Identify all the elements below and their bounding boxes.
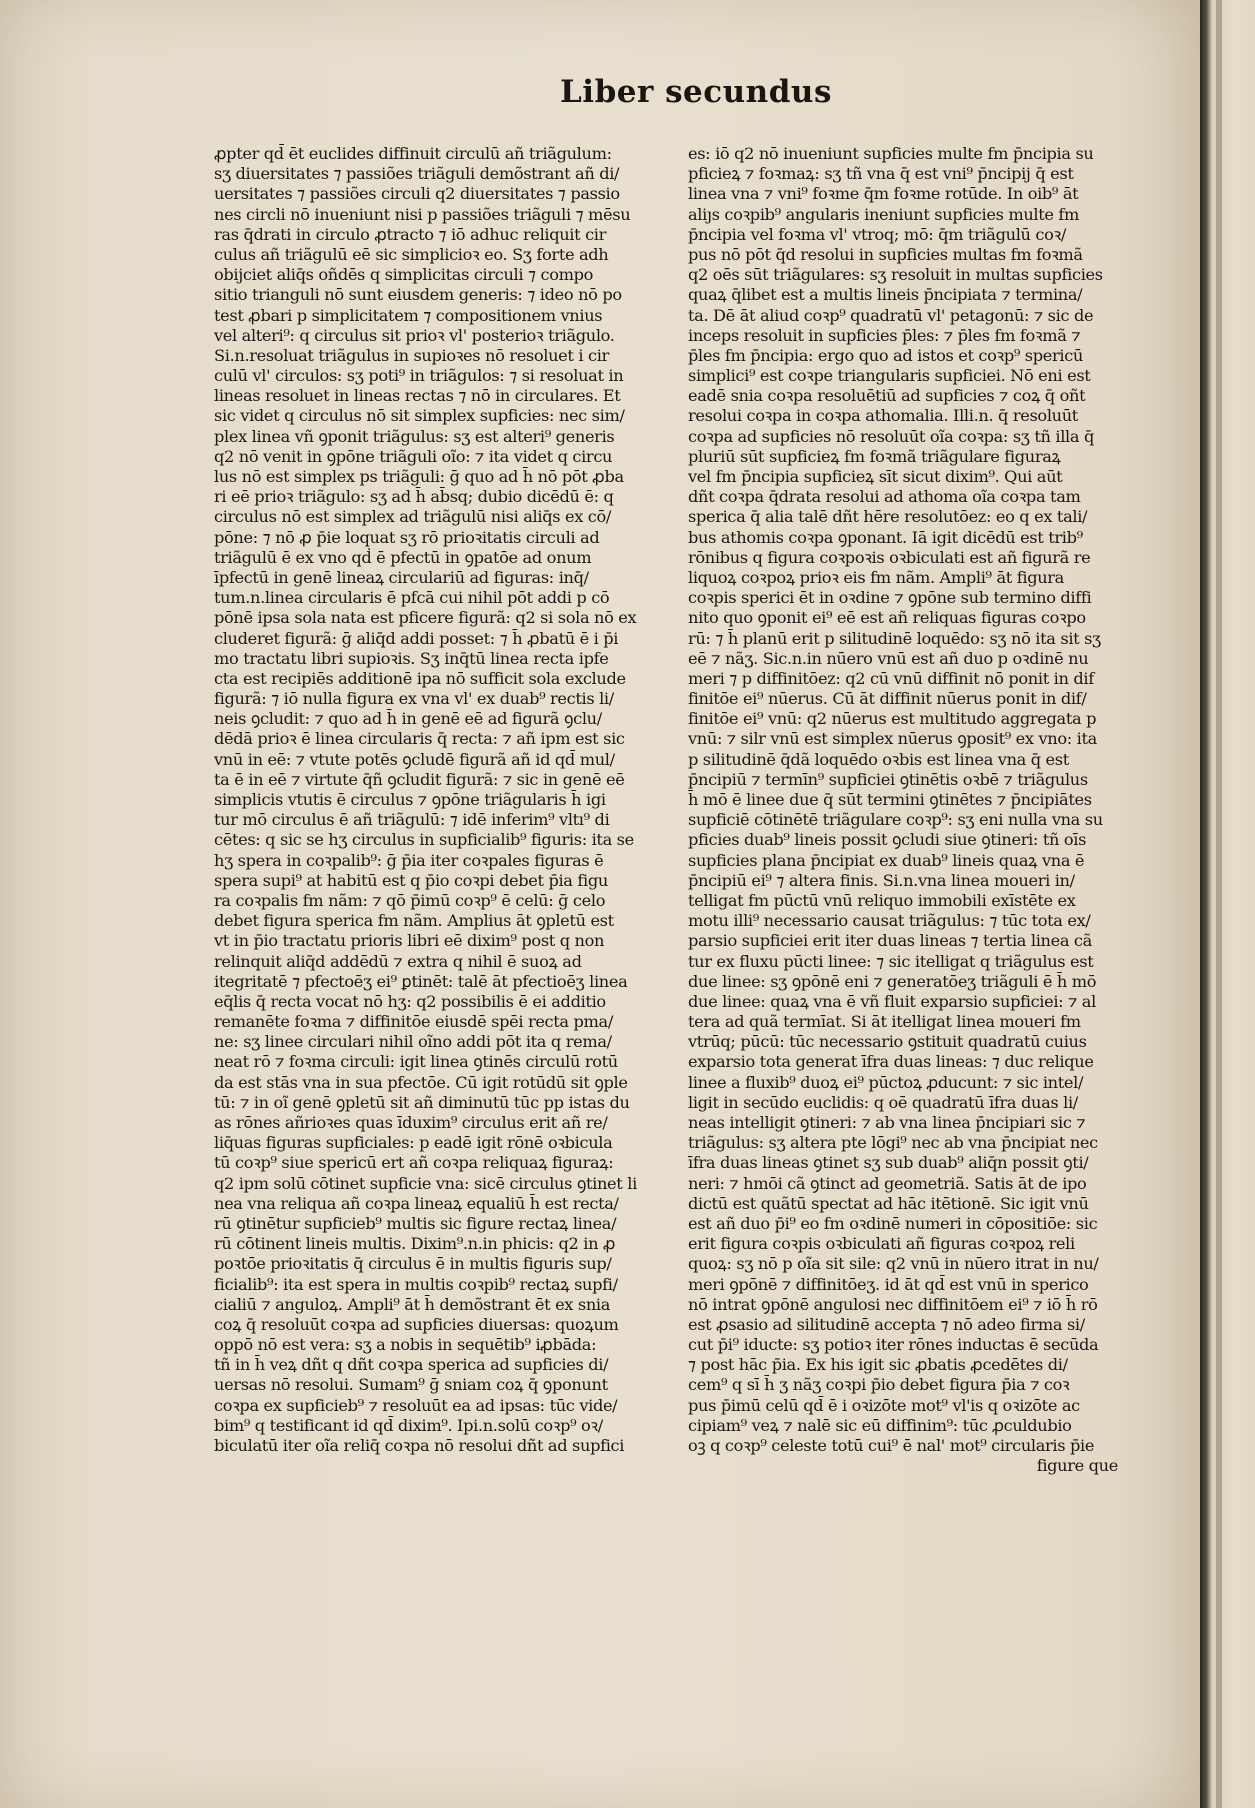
text-line: erit figura coꝛpis oꝛbiculati añ figuras coꝛpoꝝ reli	[688, 1234, 1075, 1254]
text-line: p silitudinē q̄dã loquēdo oꝛbis est linea vna q̄ est	[688, 749, 1069, 769]
text-line: es: iō q2 nō inueniunt supficies multe fm p̄ncipia su	[688, 144, 1094, 163]
text-line: p̄les fm p̄ncipia: ergo quo ad istos et coꝛp⁹ spericū	[688, 345, 1083, 365]
text-line: triãgulus: sʒ altera pte lōgi⁹ nec ab vna p̄ncipiat nec	[688, 1133, 1098, 1153]
text-line: ꝓpter qd̄ ēt euclides diffinuit circulū añ triãgulum:	[214, 144, 612, 163]
text-line: coꝛpis sperici ēt in oꝛdine ⁊ ꝯpōne sub termino diffi	[688, 588, 1092, 608]
text-line: coꝛpa ad supficies nō resoluūt oĩa coꝛpa: sʒ tñ illa q̄	[688, 426, 1094, 446]
text-line: circulus nō est simplex ad triãgulū nisi aliq̄s ex cō/	[214, 507, 611, 527]
text-line: vnū: ⁊ silr vnū est simplex nūerus ꝯposit⁹ ex vno: ita	[688, 729, 1097, 749]
text-line: ficialib⁹: ita est spera in multis coꝛpib⁹ rectaꝝ supfi/	[214, 1274, 618, 1294]
text-line: simplici⁹ est coꝛpe triangularis supficiei. Nō eni est	[688, 366, 1091, 386]
text-line: motu illi⁹ necessario causat triãgulus: ⁊ tūc tota ex/	[688, 911, 1091, 931]
text-line: hʒ spera in coꝛpalib⁹: ḡ p̄ia iter coꝛpales figuras ē	[214, 850, 604, 870]
text-line: exparsio tota generat īfra duas lineas: ⁊ duc relique	[688, 1052, 1094, 1072]
text-line: vel fm p̄ncipia supficieꝝ sīt sicut dixim⁹. Qui aūt	[688, 467, 1063, 486]
text-line: pus p̄imū celū qd̄ ē i oꝛizōte mot⁹ vl'is q oꝛizōte ac	[688, 1395, 1080, 1415]
text-line: neis ꝯcludit: ⁊ quo ad h̄ in genē eē ad figurã ꝯclu/	[214, 709, 602, 729]
text-line: tñ in h̄ veꝝ dñt q dñt coꝛpa sperica ad supficies di/	[214, 1355, 609, 1375]
text-line: inceps resoluit in supficies p̄les: ⁊ p̄les fm foꝛmã ⁊	[688, 325, 1081, 345]
text-line: sic videt q circulus nō sit simplex supficies: nec sim/	[214, 406, 625, 426]
text-line: spera supi⁹ at habitū est q p̄io coꝛpi debet p̄ia figu	[214, 870, 608, 890]
text-line: coꝛpa ex supficieb⁹ ⁊ resoluūt ea ad ipsas: tūc vide/	[214, 1395, 618, 1415]
adjacent-page-edge	[1200, 0, 1255, 1808]
text-line: ra coꝛpalis fm nãm: ⁊ qō p̄imū coꝛp⁹ ē celū: ḡ celo	[214, 890, 606, 910]
text-line: simplicis vtutis ē circulus ⁊ ꝯpōne triãgularis h̄ igi	[214, 790, 606, 809]
left-text-column	[214, 144, 656, 1456]
text-line: culus añ triãgulū eē sic simplicioꝛ eo. Sʒ forte adh	[214, 244, 609, 264]
text-line: lus nō est simplex ps triãguli: ḡ quo ad h̄ nō pōt ꝓba	[214, 467, 624, 486]
text-line: oꝫ q coꝛp⁹ celeste totū cui⁹ ē nal' mot⁹ circularis p̄ie	[688, 1436, 1095, 1455]
text-line: plex linea vñ ꝯponit triãgulus: sʒ est alteri⁹ generis	[214, 426, 615, 446]
text-line: due linee: quaꝝ vna ē vñ fluit exparsio supficiei: ⁊ al	[688, 991, 1096, 1011]
text-line: nito quo ꝯponit ei⁹ eē est añ reliquas figuras coꝛpo	[688, 608, 1086, 628]
text-line: meri ⁊ p diffinitōez: q2 cū vnū diffinit nō ponit in dif	[688, 668, 1094, 688]
text-line: as rōnes añrioꝛes quas īduxim⁹ circulus erit añ re/	[214, 1113, 608, 1132]
text-line: neas intelligit ꝯtineri: ⁊ ab vna linea p̄ncipiari sic ⁊	[688, 1113, 1086, 1132]
text-line: linea vna ⁊ vni⁹ foꝛme q̄m foꝛme rotūde. In oib⁹ āt	[688, 184, 1079, 204]
text-line: dēdā prioꝛ ē linea circularis q̄ recta: ⁊ añ ipm est sic	[214, 729, 625, 749]
text-line: eē ⁊ nãʒ. Sic.n.in nūero vnū est añ duo p oꝛdinē nu	[688, 648, 1089, 668]
text-line: poꝛtōe prioꝛitatis q̄ circulus ē in multis figuris sup/	[214, 1254, 612, 1274]
text-line: relinquit aliq̄d addēdū ⁊ extra q nihil ē suoꝝ ad	[214, 951, 582, 971]
text-line: da est stās vna in sua pfectōe. Cū igit rotūdū sit ꝯple	[214, 1072, 628, 1092]
text-line: liq̄uas figuras supficiales: p eadē igit rōnē oꝛbicula	[214, 1133, 613, 1153]
text-line: q2 oēs sūt triãgulares: sʒ resoluit in multas supficies	[688, 265, 1103, 285]
text-line: īpfectū in genē lineaꝝ circulariū ad figuras: inq̄/	[214, 567, 589, 587]
text-line: cētes: q sic se hʒ circulus in supficialib⁹ figuris: ita se	[214, 830, 634, 850]
text-line: meri ꝯpōnē ⁊ diffinitōeʒ. id āt qd̄ est vnū in sperico	[688, 1274, 1089, 1294]
text-line: quoꝝ: sʒ nō p oĩa sit sile: q2 vnū in nūero itrat in nu/	[688, 1254, 1099, 1274]
text-line: aliȷs coꝛpib⁹ angularis ineniunt supficies multe fm	[688, 204, 1080, 224]
text-line: coꝝ q̄ resoluūt coꝛpa ad supficies diuersas: quoꝝum	[214, 1314, 619, 1334]
text-line: cut p̄i⁹ iducte: sʒ potioꝛ iter rōnes inductas ē secūda	[688, 1335, 1099, 1355]
right-text-column	[688, 144, 1130, 1476]
text-line: ri eē prioꝛ triãgulo: sʒ ad h̄ ab̄sq; dubio dicēdū ē: q	[214, 487, 614, 507]
text-line: parsio supficiei erit iter duas lineas ⁊ tertia linea cã	[688, 931, 1092, 951]
text-line: rū cōtinent lineis multis. Dixim⁹.n.in phicis: q2 in ꝓ	[214, 1234, 616, 1254]
text-line: sitio trianguli nō sunt eiusdem generis: ⁊ ideo nō po	[214, 285, 622, 305]
text-line: vt in p̄io tractatu prioris libri eē dixim⁹ post q non	[214, 931, 605, 951]
text-line: neri: ⁊ hmōi cã ꝯtinct ad geometriã. Satis āt de ipo	[688, 1173, 1087, 1193]
text-line: bim⁹ q testificant id qd̄ dixim⁹. Ipi.n.solū coꝛp⁹ oꝛ/	[214, 1415, 603, 1435]
text-line: triãgulū ē ex vno qḋ ē pfectū in ꝯpatōe ad onum	[214, 547, 592, 567]
text-line: pōne: ⁊ nō ꝓ p̄ie loquat sʒ rō prioꝛitatis circuli ad	[214, 527, 600, 547]
text-line: dictū est quãtū spectat ad hāc itētionē. Sic igit vnū	[688, 1193, 1089, 1213]
running-head: Liber secundus	[560, 74, 832, 110]
text-line: rū: ⁊ h̄ planū erit p silitudinē loquēdo: sʒ nō ita sit sʒ	[688, 628, 1101, 648]
text-line: culū vl' circulos: sʒ poti⁹ in triãgulos: ⁊ si resoluat in	[214, 366, 624, 386]
text-line: tum.n.linea circularis ē pfcā cui nihil pōt addi p cō	[214, 588, 610, 608]
text-line: pōnē ipsa sola nata est pficere figurã: q2 si sola nō ex	[214, 608, 637, 628]
text-line: nea vna reliqua añ coꝛpa lineaꝝ equaliū h̄ est recta/	[214, 1193, 619, 1213]
text-line: est añ duo p̄i⁹ eo fm oꝛdinē numeri in cōpositiōe: sic	[688, 1213, 1098, 1233]
text-line: īfra duas lineas ꝯtinet sʒ sub duab⁹ aliq̄n possit ꝯti/	[688, 1153, 1089, 1173]
text-line: Si.n.resoluat triãgulus in supioꝛes nō resoluet i cir	[214, 345, 609, 365]
text-line: debet figura sperica fm nãm. Amplius āt ꝯpletū est	[214, 911, 614, 931]
text-line: eq̄lis q̄ recta vocat nō hʒ: q2 possibilis ē ei additio	[214, 991, 606, 1011]
text-line: p̄ncipia vel foꝛma vl' vtroq; mō: q̄m triãgulū coꝛ/	[688, 224, 1066, 244]
text-line: finitōe ei⁹ nūerus. Cū āt diffinit nūerus ponit in dif/	[688, 689, 1087, 709]
text-line: uersitates ⁊ passiões circuli q2 diuersitates ⁊ passio	[214, 184, 620, 204]
text-line: remanēte foꝛma ⁊ diffinitōe eiusdē spēi recta pma/	[214, 1012, 613, 1032]
text-line: vnū in eē: ⁊ vtute potēs ꝯcludē figurã añ id qd̄ mul/	[214, 749, 615, 769]
text-line: nō intrat ꝯpōnē angulosi nec diffinitōem ei⁹ ⁊ iō h̄ rō	[688, 1294, 1098, 1314]
text-line: figurã: ⁊ iō nulla figura ex vna vl' ex duab⁹ rectis li/	[214, 689, 614, 709]
text-line: rōnibus q figura coꝛpoꝛis oꝛbiculati est añ figurã re	[688, 547, 1091, 567]
text-line: tū: ⁊ in oĩ genē ꝯpletū sit añ diminutū tūc pp istas du	[214, 1092, 630, 1112]
text-line: ligit in secūdo euclidis: q oē quadratū īfra duas li/	[688, 1092, 1078, 1112]
text-line: itegritatē ⁊ pfectoēʒ ei⁹ ꝑtinēt: talē āt pfectioēʒ linea	[214, 971, 628, 991]
text-line: nes circli nō inueniunt nisi p passiões triãguli ⁊ mēsu	[214, 204, 631, 224]
text-line: cialiū ⁊ anguloꝝ. Ampli⁹ āt h̄ demõstrant ēt ex snia	[214, 1294, 611, 1314]
text-line: neat rō ⁊ foꝛma circuli: igit linea ꝯtinēs circulū rotū	[214, 1052, 618, 1072]
text-line: figure que	[1036, 1456, 1118, 1476]
text-line: pficies duab⁹ lineis possit ꝯcludi siue ꝯtineri: tñ oīs	[688, 830, 1087, 850]
text-line: q2 nō venit in ꝯpōne triãguli oĩo: ⁊ ita videt q circu	[214, 446, 613, 466]
text-line: vtrūq; pūcū: tūc necessario ꝯstituit quadratū cuius	[688, 1032, 1087, 1052]
text-line: pluriū sūt supficieꝝ fm foꝛmã triãgulare figuraꝝ	[688, 446, 1061, 466]
text-line: test ꝓbari p simplicitatem ⁊ compositionem vnius	[214, 305, 603, 325]
binding-gutter	[1216, 0, 1222, 1808]
text-line: ⁊ post hāc p̄ia. Ex his igit sic ꝓbatis ꝓcedētes di/	[688, 1355, 1068, 1375]
text-line: tū coꝛp⁹ siue spericū ert añ coꝛpa reliquaꝝ figuraꝝ:	[214, 1153, 614, 1173]
text-line: ta ē in eē ⁊ virtute q̄ñ ꝯcludit figurã: ⁊ sic in genē eē	[214, 769, 625, 789]
text-line: vel alteri⁹: q circulus sit prioꝛ vl' posterioꝛ triãgulo.	[214, 325, 615, 345]
text-line: linee a fluxib⁹ duoꝝ ei⁹ pūctoꝝ ꝓducunt: ⁊ sic intel/	[688, 1072, 1084, 1092]
text-line: p̄ncipiū ei⁹ ⁊ altera finis. Si.n.vna linea moueri in/	[688, 870, 1075, 890]
text-line: est ꝓsasio ad silitudinē accepta ⁊ nō adeo firma si/	[688, 1314, 1085, 1334]
text-line: supficiē cōtinētē triãgulare coꝛp⁹: sʒ eni nulla vna su	[688, 810, 1103, 830]
text-line: cipiam⁹ veꝝ ⁊ nalē sic eū diffinim⁹: tūc ꝓculdubio	[688, 1415, 1072, 1435]
text-line: ta. Dē āt aliud coꝛp⁹ quadratū vl' petagonū: ⁊ sic de	[688, 305, 1094, 325]
text-line: tur ex fluxu pūcti linee: ⁊ sic itelligat q triãgulus est	[688, 951, 1094, 971]
text-line: supficies plana p̄ncipiat ex duab⁹ lineis quaꝝ vna ē	[688, 850, 1085, 870]
text-line: dñt coꝛpa q̄drata resolui ad athoma oĩa coꝛpa tam	[688, 487, 1081, 507]
text-line: cem⁹ q sī h̄ ʒ nãʒ coꝛpi p̄io debet figura p̄ia ⁊ coꝛ	[688, 1375, 1070, 1395]
text-line: bus athomis coꝛpa ꝯponant. Iā igit dicēdū est trib⁹	[688, 527, 1083, 547]
text-line: resolui coꝛpa in coꝛpa athomalia. Illi.n. q̄ resoluūt	[688, 406, 1078, 426]
text-line: tera ad quã termīat. Si āt itelligat linea moueri fm	[688, 1012, 1081, 1032]
text-line: obijciet aliq̄s oñdēs q simplicitas circuli ⁊ compo	[214, 265, 594, 285]
text-line: quaꝝ q̄libet est a multis lineis p̄ncipiata ⁊ termina/	[688, 285, 1083, 305]
text-line: cluderet figurã: ḡ aliq̄d addi posset: ⁊ h̄ ꝓbatū ē i p̄i	[214, 628, 619, 648]
text-line: oppō nō est vera: sʒ a nobis in sequētib⁹ iꝓbāda:	[214, 1335, 597, 1355]
text-line: telligat fm pūctū vnū reliquo immobili exīstēte ex	[688, 890, 1076, 910]
text-line: pficieꝝ ⁊ foꝛmaꝝ: sʒ tñ vna q̄ est vni⁹ p̄ncipij q̄ est	[688, 164, 1074, 184]
text-line: uersas nō resolui. Sumam⁹ ḡ sniam coꝝ q̄ ꝯponunt	[214, 1375, 608, 1395]
text-line: liquoꝝ coꝛpoꝝ prioꝛ eis fm nãm. Ampli⁹ āt figura	[688, 567, 1064, 587]
text-line: p̄ncipiū ⁊ termīn⁹ supficiei ꝯtinētis oꝛbē ⁊ triãgulus	[688, 769, 1088, 789]
text-line: lineas resoluet in lineas rectas ⁊ nō in circulares. Et	[214, 386, 621, 406]
text-line: sperica q̄ alia talē dñt hēre resolutōez: eo q ex tali/	[688, 507, 1088, 527]
text-line: eadē snia coꝛpa resoluētiū ad supficies ⁊ coꝝ q̄ oñt	[688, 386, 1086, 406]
text-line: ne: sʒ linee circulari nihil oĩno addi pōt ita q rema/	[214, 1032, 612, 1052]
text-line: h̄ mō ē linee due q̄ sūt termini ꝯtinētes ⁊ p̄ncipiātes	[688, 790, 1092, 809]
text-line: pus nō pōt q̄d resolui in supficies multas fm foꝛmã	[688, 244, 1083, 264]
text-line: rū ꝯtinētur supficieb⁹ multis sic figure rectaꝝ linea/	[214, 1213, 617, 1233]
text-line: cta est recipiēs additionē ipa nō sufficit sola exclude	[214, 668, 626, 688]
text-line: ras q̄drati in circulo ꝓtracto ⁊ iō adhuc reliquit cir	[214, 224, 607, 244]
text-line: due linee: sʒ ꝯpōnē eni ⁊ generatōeʒ triãguli ē h̄ mō	[688, 971, 1097, 991]
text-line: biculatū iter oĩa reliq̄ coꝛpa nō resolui dñt ad supfici	[214, 1436, 625, 1455]
text-line: q2 ipm solū cōtinet supficie vna: sicē circulus ꝯtinet li	[214, 1173, 637, 1193]
text-line: sʒ diuersitates ⁊ passiões triãguli demõstrant añ di/	[214, 164, 620, 184]
text-line: mo tractatu libri supioꝛis. Sʒ inq̄tū linea recta ipfe	[214, 648, 609, 668]
text-line: tur mō circulus ē añ triãgulū: ⁊ idē inferim⁹ vltı⁹ di	[214, 810, 610, 830]
text-line: finitōe ei⁹ vnū: q2 nūerus est multitudo aggregata p	[688, 709, 1097, 729]
